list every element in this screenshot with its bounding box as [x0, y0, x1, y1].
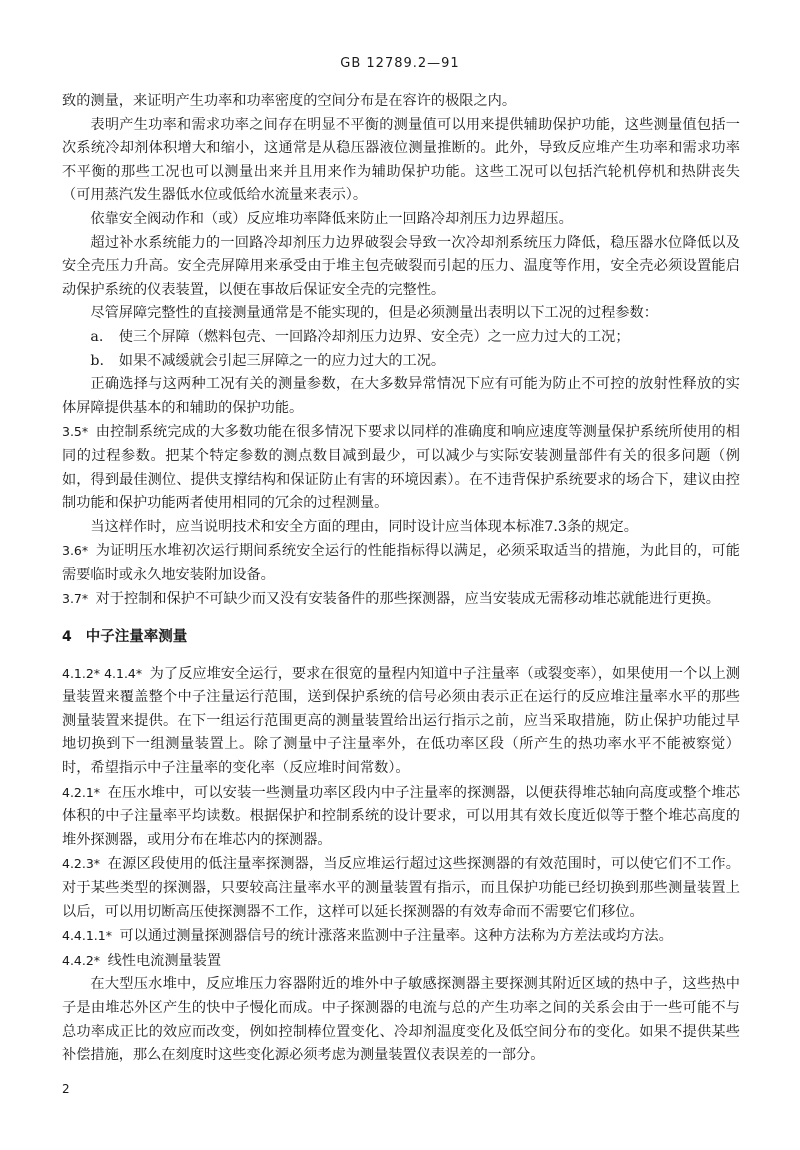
- section-title: 中子注量率测量: [85, 629, 188, 646]
- bottom-paragraph: [62, 781, 740, 853]
- clause-number: 3.6*: [62, 543, 89, 559]
- clause-number: 4.1.2* 4.1.4*: [62, 665, 143, 681]
- paragraph-text: 超过补水系统能力的一回路冷却剂压力边界破裂会导致一次冷却剂系统压力降低，稳压器水位降低以及安全壳压力升高。安全壳屏障用来承受由于堆主包壳破裂而引起的压力、温度等作用，安全壳必须设置能启动保护系统的仪表装置，以便在事故后保证安全壳的完整性。: [62, 234, 740, 298]
- top-paragraph: [62, 232, 740, 303]
- page-number: 2: [62, 1082, 70, 1096]
- paragraph-text: 致的测量，来证明产生功率和功率密度的空间分布是在容许的极限之内。: [62, 93, 517, 109]
- list-item-label: b.: [90, 352, 104, 369]
- list-item: [62, 350, 740, 374]
- paragraph-text: 在大型压水堆中，反应堆压力容器附近的堆外中子敏感探测器主要探测其附近区域的热中子，这些热中子是由堆芯外区产生的快中子慢化而成。中子探测器的电流与总的产生功率之间的关系会由于一些可能不与总功率成正比的效应而改变，例如控制棒位置变化、冷却剂温度变化及低空间分布的变化。如果不提供某些补偿措施，那么在刻度时这些变化源必须考虑为测量装置仪表误差的一部分。: [62, 976, 740, 1064]
- standard-header: GB 12789.2—91: [340, 56, 460, 71]
- mid-paragraph: [62, 420, 740, 515]
- bottom-paragraph: [62, 662, 740, 781]
- paragraph-text: 表明产生功率和需求功率之间存在明显不平衡的测量值可以用来提供辅助保护功能，这些测量值包括一次系统冷却剂体积增大和缩小，这通常是从稳压器液位测量推断的。此外，导致反应堆产生功率和需求功率不平衡的那些工况也可以测量出来并且用来作为辅助保护功能。这些工况可以包括汽轮机停机和热阱丧失（可用蒸汽发生器低水位或低给水流量来表示）。: [62, 116, 740, 204]
- paragraph-text: 在源区段使用的低注量率探测器，当反应堆运行超过这些探测器的有效范围时，可以使它们不工作。对于某些类型的探测器，只要较高注量率水平的测量装置有指示，而且保护功能已经切换到那些测量装置上以后，可以用切断高压使探测器不工作，这样可以延长探测器的有效寿命而不需要它们移位。: [62, 856, 740, 920]
- paragraph-text: 当这样作时，应当说明技术和安全方面的理由，同时设计应当体现本标准7.3条的规定。: [90, 518, 638, 535]
- mid-paragraph: [62, 539, 740, 587]
- bottom-paragraph: [62, 949, 740, 974]
- clause-number: 3.5*: [62, 424, 89, 440]
- section-heading: [62, 626, 740, 650]
- body-top: [62, 90, 740, 326]
- section-number: 4: [62, 629, 72, 646]
- mid-paragraph: [62, 587, 740, 612]
- clause-number: 4.4.2*: [62, 952, 101, 968]
- paragraph-text: 为证明压水堆初次运行期间系统安全运行的性能指标得以满足，必须采取适当的措施，为此目的，可能需要临时或永久地安装附加设备。: [62, 543, 740, 583]
- paragraph-text: 可以通过测量探测器信号的统计涨落来监测中子注量率。这种方法称为方差法或均方法。: [119, 928, 673, 945]
- bottom-paragraph: [62, 973, 740, 1067]
- body-bottom: [62, 662, 740, 1068]
- list-item-text: 使三个屏障（燃料包壳、一回路冷却剂压力边界、安全壳）之一应力过大的工况；: [118, 328, 630, 345]
- paragraph-text: 由控制系统完成的大多数功能在很多情况下要求以同样的准确度和响应速度等测量保护系统所使用的相同的过程参数。把某个特定参数的测点数目减到最少，可以减少与实际安装测量部件有关的很多问题（例如，得到最佳测位、提供支撑结构和保证防止有害的环境因素）。在不违背保护系统要求的场合下，建议由控制功能和保护功能两者使用相同的冗余的过程测量。: [62, 424, 740, 512]
- list-block: [62, 326, 740, 373]
- list-item-label: a.: [90, 328, 104, 345]
- top-paragraph: [62, 90, 740, 114]
- paragraph-text: 线性电流测量装置: [107, 952, 222, 969]
- bottom-paragraph: [62, 852, 740, 924]
- top-paragraph: [62, 114, 740, 208]
- clause-number: 4.2.3*: [62, 856, 101, 872]
- paragraph-text: 对于控制和保护不可缺少而又没有安装备件的那些探测器，应当安装成无需移动堆芯就能进行更换。: [95, 591, 720, 608]
- paragraph-text: 在压水堆中，可以安装一些测量功率区段内中子注量率的探测器，以便获得堆芯轴向高度或整个堆芯体积的中子注量率平均读数。根据保护和控制系统的设计要求，可以用其有效长度近似等于整个堆芯高度的堆外探测器，或用分布在堆芯内的探测器。: [62, 784, 740, 848]
- clause-number: 4.4.1.1*: [62, 928, 112, 944]
- mid-paragraph: [62, 516, 740, 540]
- clause-number: 4.2.1*: [62, 784, 101, 800]
- document-body: [62, 90, 740, 1068]
- list-item-text: 如果不减缓就会引起三屏障之一的应力过大的工况。: [118, 352, 446, 369]
- paragraph-text: 尽管屏障完整性的直接测量通常是不能实现的，但是必须测量出表明以下工况的过程参数：: [90, 305, 658, 322]
- top-paragraph: [62, 302, 740, 326]
- mid-paragraph: [62, 373, 740, 420]
- list-item: [62, 326, 740, 350]
- clause-number: 3.7*: [62, 591, 89, 607]
- top-paragraph: [62, 208, 740, 232]
- paragraph-text: 依靠安全阀动作和（或）反应堆功率降低来防止一回路冷却剂压力边界超压。: [90, 210, 573, 227]
- paragraph-text: 为了反应堆安全运行，要求在很宽的量程内知道中子注量率（或裂变率），如果使用一个以上测量装置来覆盖整个中子注量运行范围，送到保护系统的信号必须由表示正在运行的反应堆注量率水平的那些测量装置来提供。在下一组运行范围更高的测量装置给出运行指示之前，应当采取措施，防止保护功能过早地切换到下一组测量装置上。除了测量中子注量率外，在低功率区段（所产生的热功率水平不能被察觉）时，希望指示中子注量率的变化率（反应堆时间常数）。: [62, 665, 740, 777]
- body-mid: [62, 373, 740, 612]
- paragraph-text: 正确选择与这两种工况有关的测量参数，在大多数异常情况下应有可能为防止不可控的放射性释放的实体屏障提供基本的和辅助的保护功能。: [62, 376, 740, 416]
- bottom-paragraph: [62, 924, 740, 949]
